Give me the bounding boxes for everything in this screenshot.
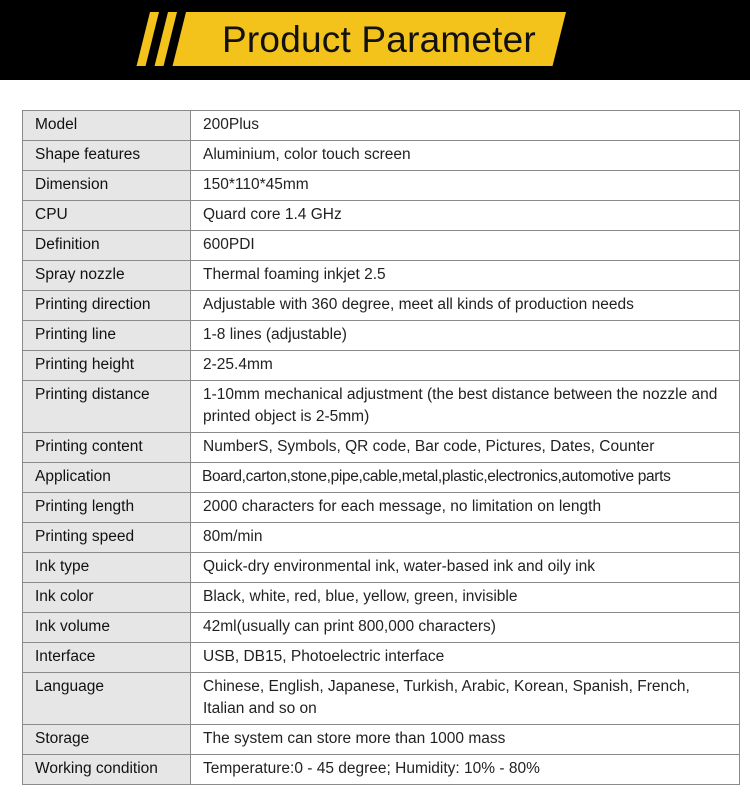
table-row bbox=[23, 141, 740, 171]
table-row bbox=[23, 463, 740, 493]
table-row bbox=[23, 351, 740, 381]
spec-value: 2000 characters for each message, no limitation on length bbox=[191, 493, 740, 523]
spec-label: Working condition bbox=[23, 755, 191, 785]
page-title: Product Parameter bbox=[222, 19, 536, 60]
spec-value: 1-8 lines (adjustable) bbox=[191, 321, 740, 351]
spec-table bbox=[22, 110, 740, 785]
table-row bbox=[23, 613, 740, 643]
table-row bbox=[23, 171, 740, 201]
table-row bbox=[23, 111, 740, 141]
table-row bbox=[23, 201, 740, 231]
spec-value: Aluminium, color touch screen bbox=[191, 141, 740, 171]
spec-value: USB, DB15, Photoelectric interface bbox=[191, 643, 740, 673]
spec-label: Printing length bbox=[23, 493, 191, 523]
spec-value: Adjustable with 360 degree, meet all kinds of production needs bbox=[191, 291, 740, 321]
spec-label: Printing content bbox=[23, 433, 191, 463]
table-row bbox=[23, 493, 740, 523]
table-row bbox=[23, 381, 740, 433]
table-row bbox=[23, 583, 740, 613]
spec-value: Temperature:0 - 45 degree; Humidity: 10% - 80% bbox=[191, 755, 740, 785]
spec-value: Quard core 1.4 GHz bbox=[191, 201, 740, 231]
table-row bbox=[23, 433, 740, 463]
spec-value: 80m/min bbox=[191, 523, 740, 553]
table-row bbox=[23, 643, 740, 673]
table-row bbox=[23, 231, 740, 261]
spec-label: Language bbox=[23, 673, 191, 725]
spec-label: Ink color bbox=[23, 583, 191, 613]
spec-value: 2-25.4mm bbox=[191, 351, 740, 381]
spec-label: Dimension bbox=[23, 171, 191, 201]
spec-value: Black, white, red, blue, yellow, green, invisible bbox=[191, 583, 740, 613]
table-row bbox=[23, 321, 740, 351]
table-row bbox=[23, 673, 740, 725]
spec-value: 1-10mm mechanical adjustment (the best distance between the nozzle and printed object is 2-5mm) bbox=[191, 381, 740, 433]
spec-label: Ink volume bbox=[23, 613, 191, 643]
table-row bbox=[23, 755, 740, 785]
spec-value: Chinese, English, Japanese, Turkish, Arabic, Korean, Spanish, French, Italian and so on bbox=[191, 673, 740, 725]
spec-label: Spray nozzle bbox=[23, 261, 191, 291]
spec-label: Ink type bbox=[23, 553, 191, 583]
spec-label: Application bbox=[23, 463, 191, 493]
spec-value: Thermal foaming inkjet 2.5 bbox=[191, 261, 740, 291]
spec-label: Model bbox=[23, 111, 191, 141]
spec-label: CPU bbox=[23, 201, 191, 231]
spec-value: NumberS, Symbols, QR code, Bar code, Pictures, Dates, Counter bbox=[191, 433, 740, 463]
table-row bbox=[23, 261, 740, 291]
spec-label: Printing direction bbox=[23, 291, 191, 321]
spec-label: Printing height bbox=[23, 351, 191, 381]
spec-label: Printing line bbox=[23, 321, 191, 351]
spec-label: Interface bbox=[23, 643, 191, 673]
spec-label: Printing distance bbox=[23, 381, 191, 433]
spec-value: 42ml(usually can print 800,000 characters) bbox=[191, 613, 740, 643]
table-row bbox=[23, 523, 740, 553]
spec-value: Quick-dry environmental ink, water-based ink and oily ink bbox=[191, 553, 740, 583]
spec-label: Shape features bbox=[23, 141, 191, 171]
spec-label: Printing speed bbox=[23, 523, 191, 553]
table-row bbox=[23, 291, 740, 321]
table-row bbox=[23, 553, 740, 583]
spec-label: Definition bbox=[23, 231, 191, 261]
spec-value: 150*110*45mm bbox=[191, 171, 740, 201]
spec-value: 600PDI bbox=[191, 231, 740, 261]
table-row bbox=[23, 725, 740, 755]
spec-label: Storage bbox=[23, 725, 191, 755]
spec-value: The system can store more than 1000 mass bbox=[191, 725, 740, 755]
header-banner bbox=[0, 0, 750, 80]
spec-value: Board,carton,stone,pipe,cable,metal,plastic,electronics,automotive parts bbox=[191, 463, 740, 493]
spec-value: 200Plus bbox=[191, 111, 740, 141]
